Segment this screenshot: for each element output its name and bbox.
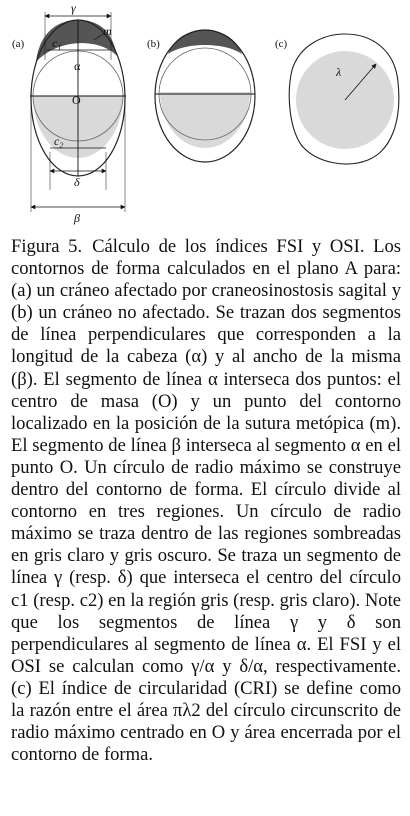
alpha-label: α	[74, 59, 81, 73]
beta-label: β	[74, 211, 80, 225]
c2-letter: c	[54, 134, 60, 148]
panel-a-label: (a)	[12, 38, 25, 50]
O-label: O	[72, 93, 81, 107]
caption-text: Cálculo de los índices FSI y OSI. Los contornos de forma calculados en el plano A para: (a) un cráneo afectado por craneosinostosis sagital y (b) un cráneo no afectado. Se trazan dos segmentos de línea perpendiculares que corresponden a la longitud de la cabeza (α) y al ancho de la misma (β). El segmento de línea α interseca dos puntos: el centro de masa (O) y un punto del contorno localizado en la posición de la sutura metópica (m). El segmento de línea β interseca al segmento α en el punto O. Un círculo de radio máximo se construye dentro del contorno de forma. El círculo divide al contorno en tres regiones. Un círculo de radio máximo se traza dentro de las regiones sombreadas en gris claro y gris oscuro. Se traza un segmento de línea γ (resp. δ) que interseca el centro del círculo c1 (resp. c2) en la región gris (resp. gris claro). Note que los segmentos de línea γ y δ son perpendiculares al segmento de línea α. El FSI y el OSI se calculan como γ/α y δ/α, respectivamente. (c) El índice de circularidad (CRI) se define como la razón entre el área πλ2 del círculo circunscrito de radio máximo centrado en O y área encerrada por el contorno de forma.	[11, 236, 402, 766]
panel-b-label: (b)	[147, 38, 160, 50]
panel-a	[12, 1, 126, 225]
caption-label: Figura 5.	[11, 236, 83, 257]
delta-label: δ	[74, 175, 80, 189]
panel-c-label: (c)	[275, 38, 288, 50]
m-label: m	[103, 24, 112, 38]
figure-5-diagram	[0, 0, 410, 232]
c2-sub: 2	[59, 141, 64, 150]
figure-svg	[0, 0, 410, 232]
gamma-label: γ	[71, 1, 76, 15]
figure-caption	[11, 236, 401, 766]
c1-letter: c	[52, 36, 58, 50]
dark-gray-region-b	[168, 30, 242, 54]
panel-c	[275, 34, 399, 164]
c1-sub: 1	[57, 43, 62, 52]
panel-b	[147, 30, 255, 162]
lambda-label: λ	[336, 65, 342, 79]
